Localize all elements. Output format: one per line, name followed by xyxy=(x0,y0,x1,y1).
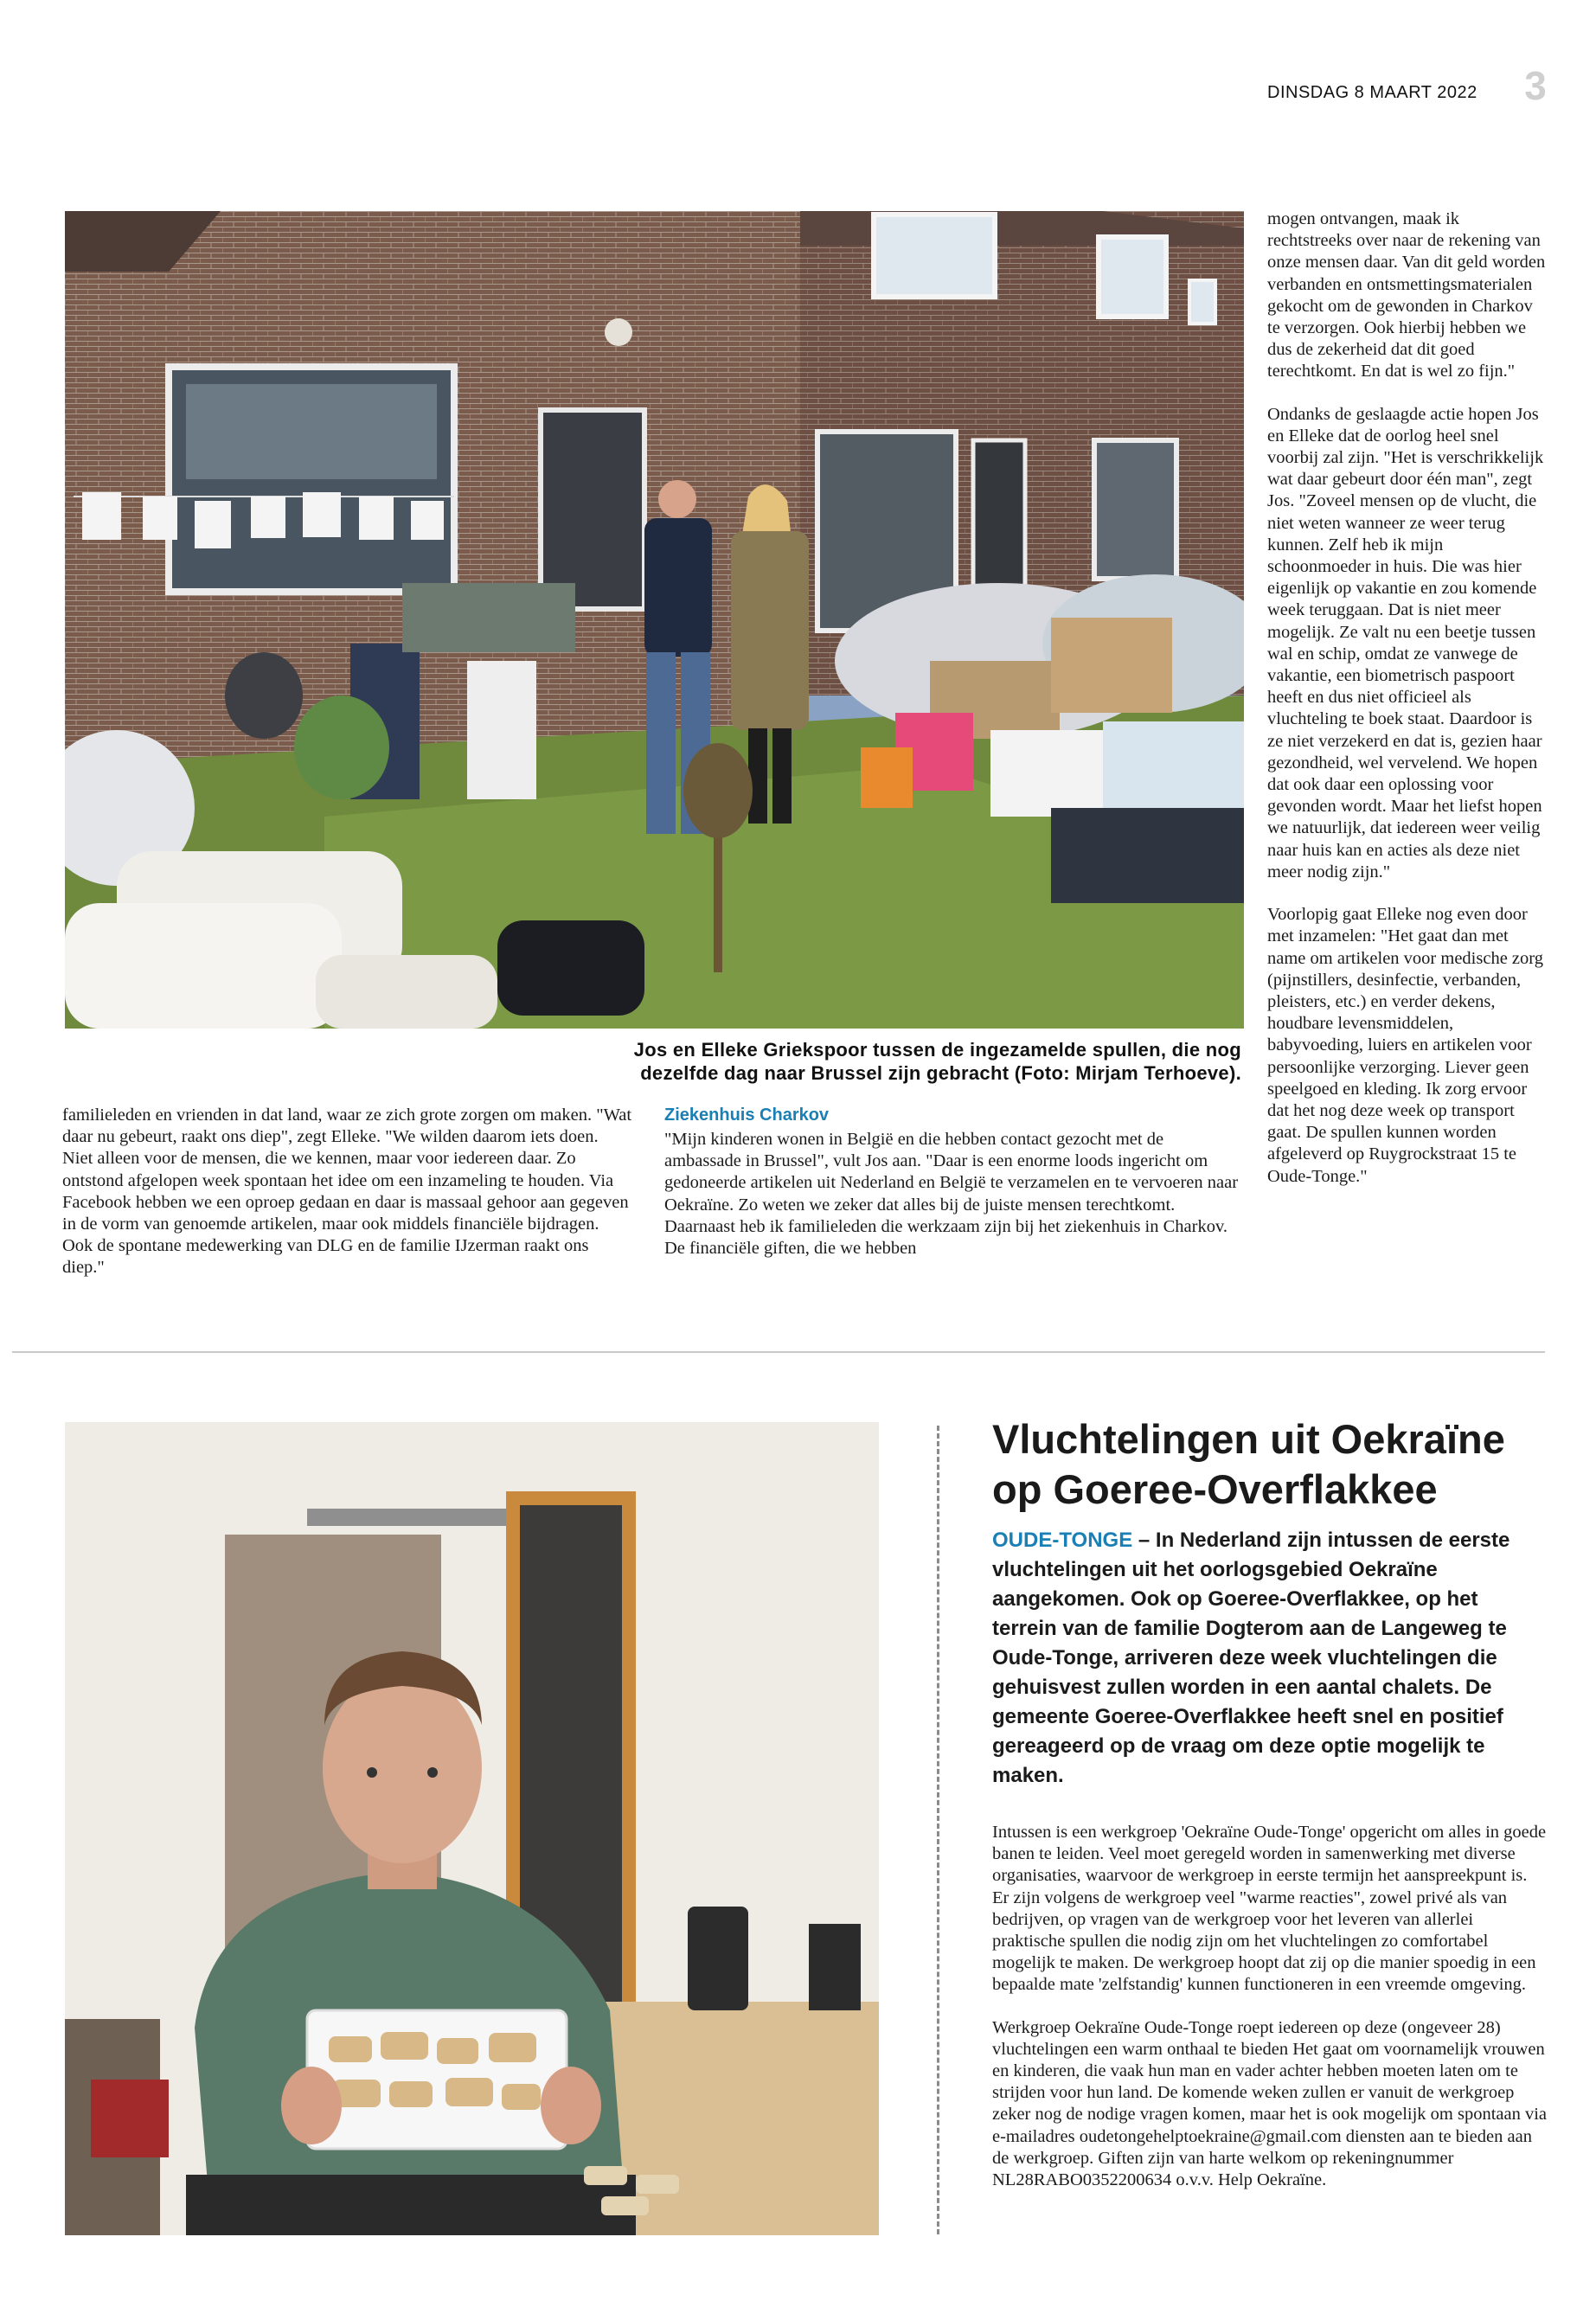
section-divider xyxy=(12,1351,1545,1353)
donations-photo xyxy=(65,211,1244,1029)
article2-paragraph: Werkgroep Oekraïne Oude-Tonge roept iedereen op deze (ongeveer 28) vluchtelingen een warm onthaal te bieden Het gaat om voornamelijk vrouwen en kinderen, die vaak hun man en vader achter hebben moeten laten om te strijden voor hun land. De komende weken zullen er vanuit de werkgroep zeker nog de nodige vragen komen, maar het is ook mogelijk om spontaan via e-mailadres oudetongehelptoekraine@gmail.com diensten aan te bieden aan de werkgroep. Giften zijn van harte welkom op rekeningnummer NL28RABO0352200634 o.v.v. Help Oekraïne. xyxy=(992,2017,1548,2190)
article1-paragraph: "Mijn kinderen wonen in België en die hebben contact gezocht met de ambassade in Brussel", vult Jos aan. "Daar is een enorme loods ingericht om gedoneerde artikelen uit Nederland en België te verzamelen en te vervoeren naar Oekraïne. Zo weten we zeker dat alles bij de juiste mensen terechtkomt. Daarnaast heb ik familieleden die werkzaam zijn bij het ziekenhuis in Charkov. De financiële giften, die we hebben xyxy=(664,1130,1239,1259)
article2-lead-text: – In Nederland zijn intussen de eerste vluchtelingen uit het oorlogsgebied Oekraïne aangekomen. Ook op Goeree-Overflakkee, op het terrein van de familie Dogterom aan de Langeweg te Oude-Tonge, arriveren deze week vluchtelingen die gehuisvest zullen worden in een aantal chalets. De gemeente Goeree-Overflakkee heeft snel en positief gereageerd op de vraag om deze optie mogelijk te maken. xyxy=(992,1529,1510,1787)
article1-subhead: Ziekenhuis Charkov xyxy=(664,1106,830,1125)
page-date: DINSDAG 8 MAART 2022 xyxy=(1267,83,1477,102)
article2-dateline: OUDE-TONGE xyxy=(992,1529,1133,1552)
volunteer-photo xyxy=(65,1422,879,2235)
photo-caption: Jos en Elleke Griekspoor tussen de ingezamelde spullen, die nog dezelfde dag naar Brussel zijn gebracht (Foto: Mirjam Terhoeve). xyxy=(633,1039,1241,1084)
article1-paragraph: mogen ontvangen, maak ik rechtstreeks over naar de rekening van onze mensen daar. Van dit geld worden verbanden en ontsmettingsmaterialen gekocht om de gewonden in Charkov te verzorgen. Ook hierbij hebben we dus de zekerheid dat dit goed terechtkomt. En dat is wel zo fijn." xyxy=(1267,209,1546,381)
article1-paragraph: familieleden en vrienden in dat land, waar ze zich grote zorgen om maken. "Wat daar nu gebeurt, raakt ons diep", zegt Elleke. "We wilden daarom iets doen. Niet alleen voor de mensen, die we kennen, maar voor iedereen daar. Zo ontstond afgelopen week spontaan het idee om een inzameling te houden. Via Facebook hebben we een oproep gedaan en daar is massaal gehoor aan gegeven in de vorm van genoemde artikelen, maar ook middels financiële bijdragen. Ook de spontane medewerking van DLG en de familie IJzerman raakt ons diep." xyxy=(62,1106,632,1278)
column-rule xyxy=(937,1426,939,2234)
article2-lead xyxy=(992,1526,1548,1791)
article2-headline: Vluchtelingen uit Oekraïne op Goeree-Overflakkee xyxy=(992,1416,1505,1512)
article1-paragraph: Voorlopig gaat Elleke nog even door met inzamelen: "Het gaat dan met name om artikelen voor medische zorg (pijnstillers, desinfectie, verbanden, pleisters, etc.) en verder dekens, houdbare levensmiddelen, babyvoeding, luiers en artikelen voor persoonlijke verzorging. Liever geen speelgoed en kleding. Ik zorg ervoor dat het nog deze week op transport gaat. De spullen kunnen worden afgeleverd op Ruygrockstraat 15 te Oude-Tonge." xyxy=(1267,905,1543,1186)
page-number: 3 xyxy=(1524,63,1547,108)
article2-body xyxy=(992,1822,1548,2212)
article1-left-column xyxy=(62,1105,633,1300)
article1-right-column xyxy=(1267,208,1548,1208)
article1-middle-column xyxy=(664,1129,1240,1280)
article2-paragraph: Intussen is een werkgroep 'Oekraïne Oude-Tonge' opgericht om alles in goede banen te leiden. Veel moet geregeld worden in samenwerking met diverse organisaties, waarvoor de werkgroep in eerste termijn het aanspreekpunt is. Er zijn volgens de werkgroep veel "warme reacties", zowel privé als van bedrijven, op vragen van de werkgroep voor het leveren van allerlei praktische spullen die nodig zijn om het vluchtelingen zo comfortabel mogelijk te maken. De werkgroep hoopt dat zij op die manier spoedig in een bepaalde mate 'zelfstandig' kunnen functioneren in een vreemde omgeving. xyxy=(992,1823,1547,1995)
article1-paragraph: Ondanks de geslaagde actie hopen Jos en Elleke dat de oorlog heel snel voorbij zal zijn. "Het is verschrikkelijk wat daar gebeurt door één man", zegt Jos. "Zoveel mensen op de vlucht, die niet weten wanneer ze weer terug kunnen. Zelf heb ik mijn schoonmoeder in huis. Die was hier eigenlijk op vakantie en zou komende week teruggaan. Dat is niet meer mogelijk. Ze valt nu een beetje tussen wal en schip, omdat ze vanwege de vakantie, een biometrisch paspoort heeft en dus niet officieel als vluchteling te boek staat. Daardoor is ze niet verzekerd en dat is, gezien haar gezondheid, wel vervelend. We hopen dat ook daar een oplossing voor gevonden wordt. Maar het liefst hopen we natuurlijk, dat iedereen weer veilig naar huis kan en acties als deze niet meer nodig zijn." xyxy=(1267,404,1544,881)
